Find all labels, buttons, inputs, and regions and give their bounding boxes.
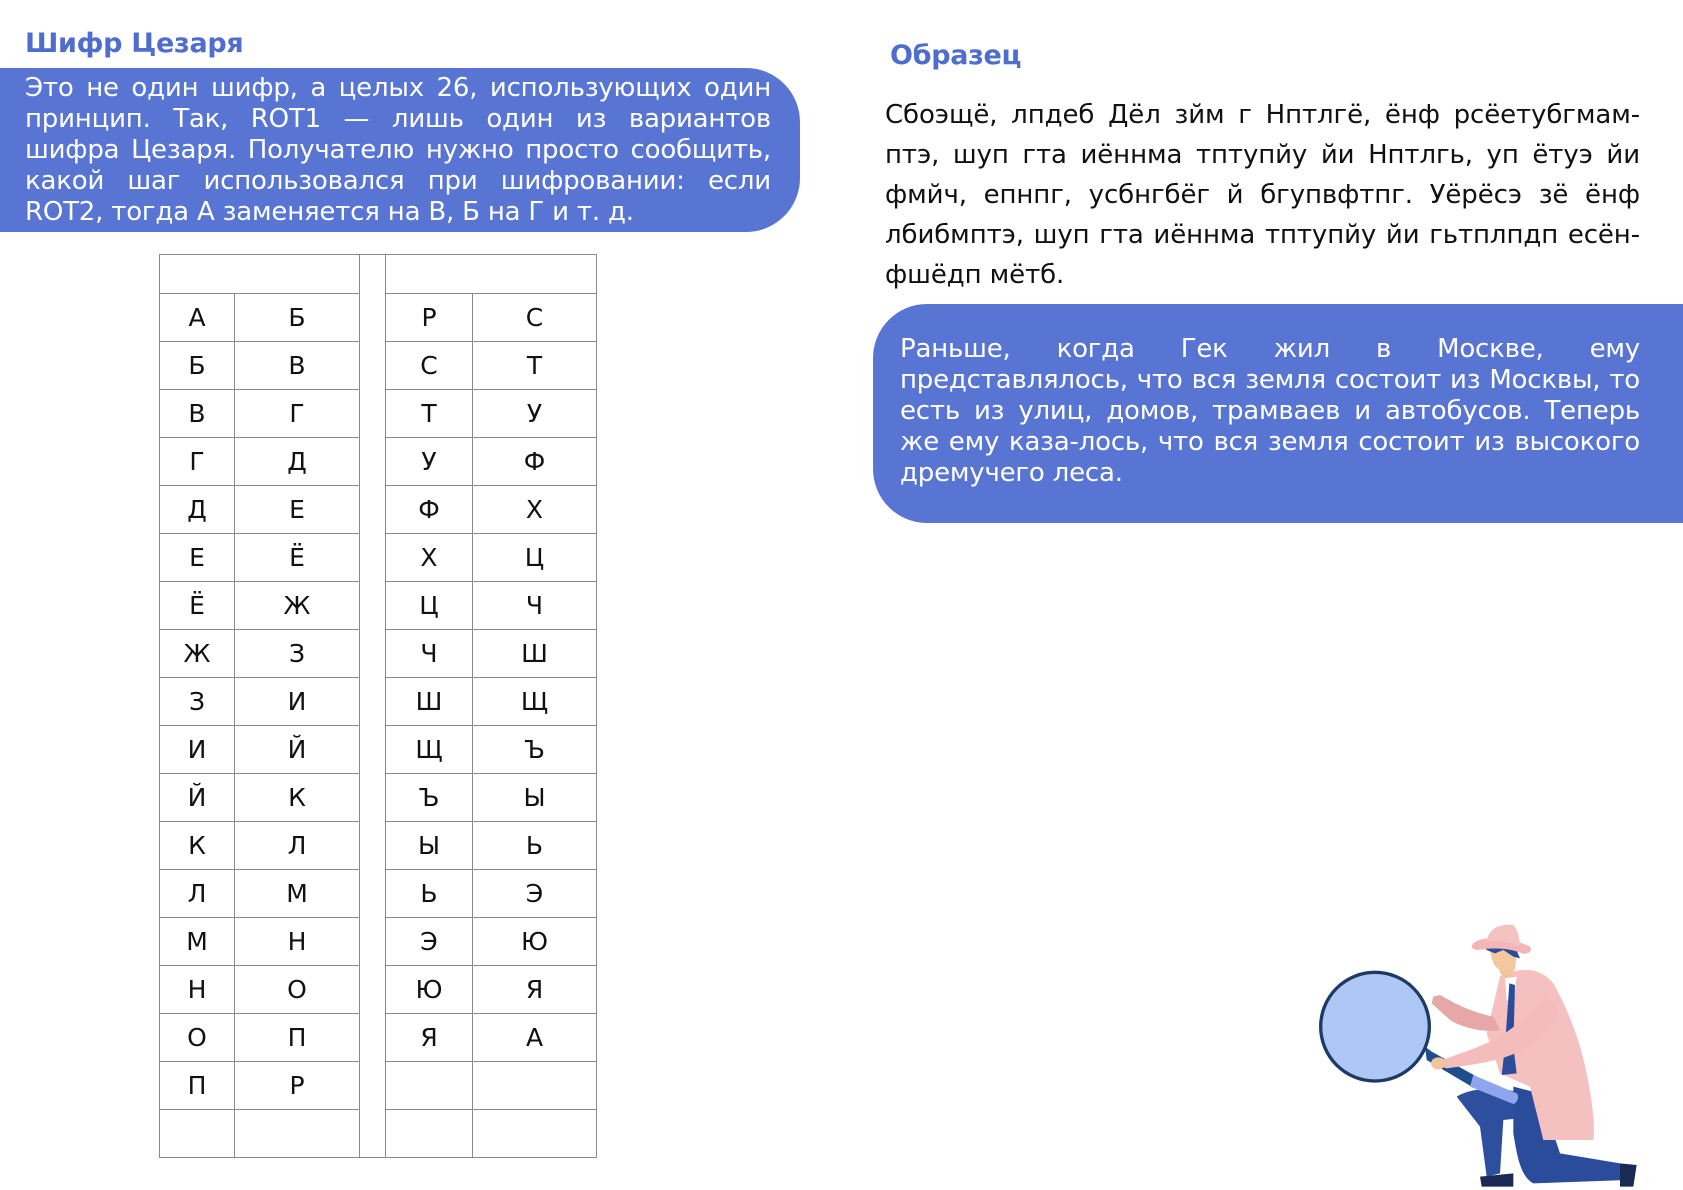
table-header-cell-right xyxy=(386,255,597,294)
plain-letter-cell: С xyxy=(386,342,473,390)
sample-heading: Образец xyxy=(890,40,1022,71)
table-row xyxy=(160,534,597,582)
table-gap-cell xyxy=(360,390,386,438)
table-gap-cell xyxy=(360,342,386,390)
plain-letter-cell: Т xyxy=(386,390,473,438)
table-row xyxy=(160,1110,597,1158)
plain-letter-cell: В xyxy=(160,390,235,438)
table-gap-cell xyxy=(360,678,386,726)
cipher-letter-cell: Ё xyxy=(235,534,360,582)
plain-letter-cell xyxy=(160,1110,235,1158)
table-header-cell-left xyxy=(160,255,360,294)
plain-letter-cell: Щ xyxy=(386,726,473,774)
plain-letter-cell: О xyxy=(160,1014,235,1062)
plain-letter-cell: У xyxy=(386,438,473,486)
cipher-letter-cell: Ь xyxy=(473,822,597,870)
cipher-letter-cell: Ю xyxy=(473,918,597,966)
cipher-letter-cell: Ч xyxy=(473,582,597,630)
table-gap-cell xyxy=(360,486,386,534)
table-row xyxy=(160,486,597,534)
plain-letter-cell xyxy=(386,1062,473,1110)
plaintext-text: Раньше, когда Гек жил в Москве, ему представлялось, что вся земля состоит из Москвы, то есть из улиц, домов, трамваев и автобусов. Теперь же ему каза-лось, что вся земля состоит из высокого дремучего леса. xyxy=(900,334,1640,488)
plain-letter-cell: Ю xyxy=(386,966,473,1014)
plain-letter-cell: Ы xyxy=(386,822,473,870)
cipher-alphabet-table xyxy=(159,254,597,1158)
plain-letter-cell: Н xyxy=(160,966,235,1014)
plain-letter-cell: Л xyxy=(160,870,235,918)
cipher-letter-cell xyxy=(235,1110,360,1158)
plain-letter-cell: Ц xyxy=(386,582,473,630)
cipher-letter-cell: В xyxy=(235,342,360,390)
caesar-cipher-heading: Шифр Цезаря xyxy=(25,28,244,59)
plain-letter-cell: З xyxy=(160,678,235,726)
table-gap-cell xyxy=(360,870,386,918)
plain-letter-cell: М xyxy=(160,918,235,966)
table-row xyxy=(160,774,597,822)
intro-text: Это не один шифр, а целых 26, использующих один принцип. Так, ROT1 — лишь один из вариантов шифра Цезаря. Получателю нужно просто сообщить, какой шаг использовался при шифровании: если ROT2, тогда А заменяется на В, Б на Г и т. д. xyxy=(25,73,771,227)
table-gap-cell xyxy=(360,1110,386,1158)
cipher-letter-cell: М xyxy=(235,870,360,918)
plain-letter-cell: Ж xyxy=(160,630,235,678)
table-row xyxy=(160,918,597,966)
cipher-letter-cell xyxy=(473,1062,597,1110)
cipher-letter-cell: Ц xyxy=(473,534,597,582)
cipher-letter-cell: Х xyxy=(473,486,597,534)
table-gap-cell xyxy=(360,630,386,678)
plain-letter-cell: Д xyxy=(160,486,235,534)
cipher-letter-cell: Б xyxy=(235,294,360,342)
cipher-letter-cell: Г xyxy=(235,390,360,438)
plain-letter-cell: Е xyxy=(160,534,235,582)
table-row xyxy=(160,630,597,678)
cipher-letter-cell: О xyxy=(235,966,360,1014)
plain-letter-cell: Э xyxy=(386,918,473,966)
table-gap-cell xyxy=(360,438,386,486)
table-gap-cell xyxy=(360,966,386,1014)
cipher-letter-cell: А xyxy=(473,1014,597,1062)
cipher-letter-cell: П xyxy=(235,1014,360,1062)
table-row xyxy=(160,342,597,390)
plain-letter-cell: Г xyxy=(160,438,235,486)
table-gap-cell xyxy=(360,822,386,870)
cipher-sample-text: Сбоэщё, лпдеб Дёл зйм г Нптлгё, ёнф рсёетубгмам-птэ, шуп гта иённма тптупйу йи Нптлгь, уп ётуэ йи фмйч, епнпг, усбнгбёг й бгупвфтпг. Уёрёсэ зё ёнф лбибмптэ, шуп гта иённма тптупйу йи гьтплпдп есён-фшёдп мётб. xyxy=(885,100,1640,290)
magnifier-lens xyxy=(1321,972,1430,1081)
cipher-letter-cell: К xyxy=(235,774,360,822)
cipher-letter-cell: Ф xyxy=(473,438,597,486)
cipher-letter-cell: Ж xyxy=(235,582,360,630)
plain-letter-cell: Ф xyxy=(386,486,473,534)
plaintext-banner xyxy=(873,304,1683,523)
table-gap-cell xyxy=(360,582,386,630)
table-row xyxy=(160,678,597,726)
plain-letter-cell: Я xyxy=(386,1014,473,1062)
plain-letter-cell: Х xyxy=(386,534,473,582)
table-row xyxy=(160,822,597,870)
table-gap-cell xyxy=(360,1062,386,1110)
table-gap-cell xyxy=(360,918,386,966)
plain-letter-cell: Ш xyxy=(386,678,473,726)
table-row xyxy=(160,294,597,342)
table-row xyxy=(160,1062,597,1110)
table-header-row xyxy=(160,255,597,294)
cipher-letter-cell: Э xyxy=(473,870,597,918)
plain-letter-cell: Ъ xyxy=(386,774,473,822)
intro-banner xyxy=(0,68,800,232)
table-row xyxy=(160,1014,597,1062)
plain-letter-cell xyxy=(386,1110,473,1158)
plain-letter-cell: И xyxy=(160,726,235,774)
cipher-letter-cell: З xyxy=(235,630,360,678)
table-gap-cell xyxy=(360,1014,386,1062)
cipher-letter-cell: Л xyxy=(235,822,360,870)
cipher-letter-cell xyxy=(473,1110,597,1158)
table-row xyxy=(160,726,597,774)
cipher-letter-cell: Я xyxy=(473,966,597,1014)
cipher-letter-cell: Ы xyxy=(473,774,597,822)
cipher-letter-cell: Р xyxy=(235,1062,360,1110)
cipher-letter-cell: Щ xyxy=(473,678,597,726)
table-gap-cell xyxy=(360,294,386,342)
detective-back-arm xyxy=(1432,995,1500,1031)
detective-with-magnifier-icon xyxy=(1300,900,1683,1190)
plain-letter-cell: Ь xyxy=(386,870,473,918)
table-row xyxy=(160,582,597,630)
table-gap-cell xyxy=(360,774,386,822)
cipher-letter-cell: Ъ xyxy=(473,726,597,774)
cipher-letter-cell: Д xyxy=(235,438,360,486)
cipher-letter-cell: Й xyxy=(235,726,360,774)
table-gap-cell xyxy=(360,255,386,294)
table-row xyxy=(160,966,597,1014)
plain-letter-cell: Ч xyxy=(386,630,473,678)
table-row xyxy=(160,870,597,918)
table-row xyxy=(160,390,597,438)
detective-shoe-front xyxy=(1620,1163,1637,1186)
cipher-letter-cell: Н xyxy=(235,918,360,966)
detective-shoe-back xyxy=(1480,1173,1513,1186)
cipher-letter-cell: И xyxy=(235,678,360,726)
cipher-letter-cell: Т xyxy=(473,342,597,390)
cipher-letter-cell: Е xyxy=(235,486,360,534)
plain-letter-cell: Б xyxy=(160,342,235,390)
plain-letter-cell: Й xyxy=(160,774,235,822)
detective-hand xyxy=(1431,1057,1446,1069)
cipher-letter-cell: С xyxy=(473,294,597,342)
plain-letter-cell: Р xyxy=(386,294,473,342)
table-gap-cell xyxy=(360,534,386,582)
plain-letter-cell: К xyxy=(160,822,235,870)
cipher-letter-cell: Ш xyxy=(473,630,597,678)
table-gap-cell xyxy=(360,726,386,774)
plain-letter-cell: А xyxy=(160,294,235,342)
plain-letter-cell: П xyxy=(160,1062,235,1110)
table-row xyxy=(160,438,597,486)
cipher-letter-cell: У xyxy=(473,390,597,438)
plain-letter-cell: Ё xyxy=(160,582,235,630)
